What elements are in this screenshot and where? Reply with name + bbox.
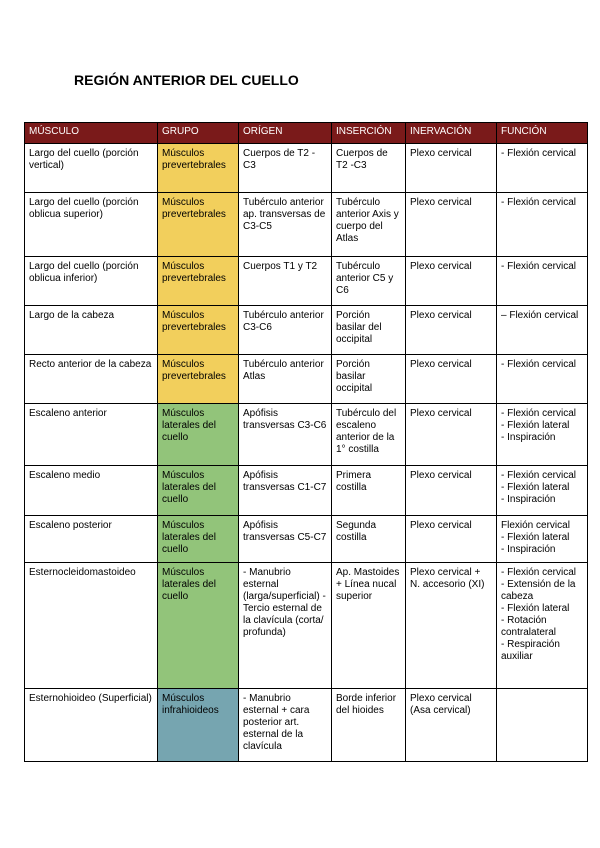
cell-grupo: Músculos laterales del cuello	[158, 563, 239, 689]
cell-origen: Tubérculo anterior C3-C6	[239, 306, 332, 355]
table-row	[25, 404, 588, 466]
table-row	[25, 466, 588, 516]
cell-origen: Cuerpos T1 y T2	[239, 257, 332, 306]
cell-insercion: Porción basilar del occipital	[332, 306, 406, 355]
cell-funcion: - Flexión cervical	[497, 144, 588, 193]
cell-inervacion: Plexo cervical	[406, 355, 497, 404]
header-insercion: INSERCIÓN	[332, 123, 406, 144]
cell-grupo: Músculos laterales del cuello	[158, 404, 239, 466]
cell-origen: Apófisis transversas C1-C7	[239, 466, 332, 516]
cell-insercion: Borde inferior del hioides	[332, 689, 406, 762]
cell-funcion: - Flexión cervical	[497, 193, 588, 257]
cell-inervacion: Plexo cervical	[406, 193, 497, 257]
header-grupo: GRUPO	[158, 123, 239, 144]
cell-funcion	[497, 689, 588, 762]
cell-insercion: Ap. Mastoides + Línea nucal superior	[332, 563, 406, 689]
cell-grupo: Músculos prevertebrales	[158, 144, 239, 193]
cell-origen: - Manubrio esternal (larga/superficial) - Tercio esternal de la clavícula (corta/ profunda)	[239, 563, 332, 689]
cell-inervacion: Plexo cervical	[406, 257, 497, 306]
cell-origen: Apófisis transversas C5-C7	[239, 516, 332, 563]
cell-insercion: Tubérculo del escaleno anterior de la 1° costilla	[332, 404, 406, 466]
cell-musculo: Esternocleidomastoideo	[25, 563, 158, 689]
muscle-table	[24, 122, 588, 762]
cell-musculo: Recto anterior de la cabeza	[25, 355, 158, 404]
table-row	[25, 306, 588, 355]
cell-funcion: - Flexión cervical - Extensión de la cabeza - Flexión lateral - Rotación contralateral - Respiración auxiliar	[497, 563, 588, 689]
cell-origen: Apófisis transversas C3-C6	[239, 404, 332, 466]
cell-funcion: - Flexión cervical - Flexión lateral - Inspiración	[497, 404, 588, 466]
header-funcion: FUNCIÓN	[497, 123, 588, 144]
cell-grupo: Músculos prevertebrales	[158, 193, 239, 257]
cell-musculo: Escaleno medio	[25, 466, 158, 516]
cell-insercion: Tubérculo anterior C5 y C6	[332, 257, 406, 306]
cell-grupo: Músculos laterales del cuello	[158, 516, 239, 563]
header-inervacion: INERVACIÓN	[406, 123, 497, 144]
cell-origen: Tubérculo anterior ap. transversas de C3-C5	[239, 193, 332, 257]
cell-funcion: - Flexión cervical	[497, 257, 588, 306]
cell-grupo: Músculos laterales del cuello	[158, 466, 239, 516]
cell-musculo: Escaleno posterior	[25, 516, 158, 563]
table-row	[25, 563, 588, 689]
header-origen: ORÍGEN	[239, 123, 332, 144]
cell-origen: - Manubrio esternal + cara posterior art. esternal de la clavícula	[239, 689, 332, 762]
cell-inervacion: Plexo cervical	[406, 516, 497, 563]
table-row	[25, 144, 588, 193]
cell-funcion: – Flexión cervical	[497, 306, 588, 355]
cell-insercion: Porción basilar occipital	[332, 355, 406, 404]
cell-origen: Cuerpos de T2 -C3	[239, 144, 332, 193]
cell-insercion: Cuerpos de T2 -C3	[332, 144, 406, 193]
cell-inervacion: Plexo cervical (Asa cervical)	[406, 689, 497, 762]
cell-musculo: Largo de la cabeza	[25, 306, 158, 355]
cell-funcion: Flexión cervical - Flexión lateral - Inspiración	[497, 516, 588, 563]
cell-inervacion: Plexo cervical	[406, 404, 497, 466]
cell-musculo: Escaleno anterior	[25, 404, 158, 466]
cell-musculo: Largo del cuello (porción oblicua inferior)	[25, 257, 158, 306]
cell-inervacion: Plexo cervical	[406, 306, 497, 355]
cell-grupo: Músculos prevertebrales	[158, 306, 239, 355]
table-row	[25, 257, 588, 306]
cell-insercion: Segunda costilla	[332, 516, 406, 563]
cell-musculo: Largo del cuello (porción vertical)	[25, 144, 158, 193]
page-title: REGIÓN ANTERIOR DEL CUELLO	[74, 72, 299, 88]
cell-grupo: Músculos infrahioideos	[158, 689, 239, 762]
cell-musculo: Largo del cuello (porción oblicua superior)	[25, 193, 158, 257]
cell-insercion: Primera costilla	[332, 466, 406, 516]
cell-funcion: - Flexión cervical	[497, 355, 588, 404]
table-row	[25, 355, 588, 404]
cell-insercion: Tubérculo anterior Axis y cuerpo del Atlas	[332, 193, 406, 257]
cell-inervacion: Plexo cervical + N. accesorio (XI)	[406, 563, 497, 689]
cell-funcion: - Flexión cervical - Flexión lateral - Inspiración	[497, 466, 588, 516]
cell-musculo: Esternohioideo (Superficial)	[25, 689, 158, 762]
cell-inervacion: Plexo cervical	[406, 144, 497, 193]
table-row	[25, 689, 588, 762]
table-row	[25, 193, 588, 257]
cell-origen: Tubérculo anterior Atlas	[239, 355, 332, 404]
table-row	[25, 516, 588, 563]
cell-inervacion: Plexo cervical	[406, 466, 497, 516]
header-row	[25, 123, 588, 144]
header-musculo: MÚSCULO	[25, 123, 158, 144]
cell-grupo: Músculos prevertebrales	[158, 257, 239, 306]
cell-grupo: Músculos prevertebrales	[158, 355, 239, 404]
